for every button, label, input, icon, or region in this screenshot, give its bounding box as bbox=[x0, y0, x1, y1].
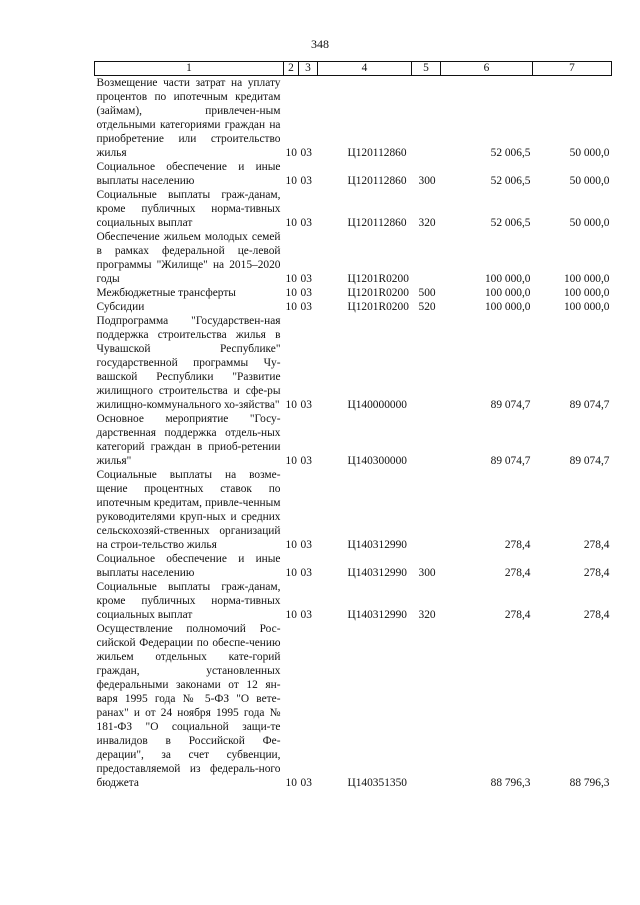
header-row bbox=[95, 62, 612, 76]
row-section: 10 bbox=[285, 175, 297, 187]
row-expense-type: 320 bbox=[418, 609, 436, 621]
table-row bbox=[95, 300, 612, 314]
row-amount-col7: 50 000,0 bbox=[569, 147, 610, 159]
row-subsection: 03 bbox=[300, 147, 312, 159]
table-header bbox=[95, 62, 612, 76]
row-target-code: Ц1201R0200 bbox=[347, 301, 409, 313]
column-header-1: 1 bbox=[95, 62, 284, 76]
table-body bbox=[95, 76, 612, 791]
column-header-4: 4 bbox=[318, 62, 412, 76]
row-target-code: Ц140312990 bbox=[347, 567, 407, 579]
row-subsection: 03 bbox=[300, 539, 312, 551]
row-target-code: Ц140312990 bbox=[347, 609, 407, 621]
table-row bbox=[95, 76, 612, 161]
column-header-3: 3 bbox=[299, 62, 318, 76]
row-section: 10 bbox=[285, 399, 297, 411]
table-row bbox=[95, 188, 612, 230]
row-name: Подпрограмма "Государствен-ная поддержка строительства жилья в Чувашской Республике" государственной программы Чу-вашской Республики "Развитие жилищного строительства и сфе-ры жилищно-коммунального хо-зяйства" bbox=[96, 315, 281, 411]
row-expense-type: 300 bbox=[418, 567, 436, 579]
row-expense-type bbox=[412, 314, 441, 412]
row-target-code: Ц1201R0200 bbox=[347, 273, 409, 285]
row-amount-col6: 100 000,0 bbox=[484, 287, 531, 299]
table-row bbox=[95, 468, 612, 552]
column-header-6: 6 bbox=[441, 62, 533, 76]
row-section: 10 bbox=[285, 609, 297, 621]
row-amount-col7: 89 074,7 bbox=[569, 399, 610, 411]
row-name: Субсидии bbox=[96, 301, 145, 313]
row-amount-col6: 89 074,7 bbox=[490, 455, 531, 467]
row-amount-col7: 278,4 bbox=[583, 567, 610, 579]
row-amount-col6: 278,4 bbox=[504, 609, 531, 621]
row-expense-type: 300 bbox=[418, 175, 436, 187]
row-amount-col7: 100 000,0 bbox=[563, 273, 610, 285]
row-section: 10 bbox=[285, 287, 297, 299]
row-subsection: 03 bbox=[300, 567, 312, 579]
table-row bbox=[95, 580, 612, 622]
row-expense-type bbox=[412, 230, 441, 286]
row-target-code: Ц140312990 bbox=[347, 539, 407, 551]
row-amount-col6: 100 000,0 bbox=[484, 301, 531, 313]
row-name: Социальное обеспечение и иные выплаты населению bbox=[96, 553, 281, 579]
row-subsection: 03 bbox=[300, 175, 312, 187]
table-row bbox=[95, 552, 612, 580]
table-row bbox=[95, 622, 612, 790]
row-amount-col6: 88 796,3 bbox=[490, 777, 531, 789]
column-header-2: 2 bbox=[284, 62, 299, 76]
row-section: 10 bbox=[285, 273, 297, 285]
row-amount-col6: 278,4 bbox=[504, 539, 531, 551]
column-header-5: 5 bbox=[412, 62, 441, 76]
row-expense-type bbox=[412, 76, 441, 161]
row-name: Осуществление полномочий Рос-сийской Федерации по обеспе-чению жильем отдельных кате-горий граждан, установленных федеральными законами от 12 ян-варя 1995 года № 5-ФЗ "О ветe-ранах" и от 24 ноября 1995 года № 181-ФЗ "О социальной защи-те инвалидов в Российской Фе-дерации", за счет субвенции, предоставляемой из федераль-ного бюджета bbox=[96, 623, 281, 789]
row-target-code: Ц140351350 bbox=[347, 777, 407, 789]
table-row bbox=[95, 160, 612, 188]
row-section: 10 bbox=[285, 455, 297, 467]
row-amount-col6: 278,4 bbox=[504, 567, 531, 579]
table-row bbox=[95, 412, 612, 468]
row-section: 10 bbox=[285, 217, 297, 229]
row-amount-col7: 50 000,0 bbox=[569, 217, 610, 229]
row-amount-col7: 88 796,3 bbox=[569, 777, 610, 789]
budget-table bbox=[94, 61, 612, 790]
row-name: Социальные выплаты граж-данам, кроме публичных норма-тивных социальных выплат bbox=[96, 189, 281, 229]
row-target-code: Ц120112860 bbox=[347, 147, 407, 159]
row-name: Социальное обеспечение и иные выплаты населению bbox=[96, 161, 281, 187]
page-number: 348 bbox=[311, 37, 329, 51]
row-subsection: 03 bbox=[300, 609, 312, 621]
row-expense-type bbox=[412, 468, 441, 552]
row-amount-col6: 52 006,5 bbox=[490, 217, 531, 229]
row-target-code: Ц120112860 bbox=[347, 217, 407, 229]
row-expense-type bbox=[412, 622, 441, 790]
row-amount-col6: 89 074,7 bbox=[490, 399, 531, 411]
row-expense-type: 320 bbox=[418, 217, 436, 229]
row-amount-col7: 100 000,0 bbox=[563, 301, 610, 313]
row-subsection: 03 bbox=[300, 287, 312, 299]
row-subsection: 03 bbox=[300, 301, 312, 313]
row-section: 10 bbox=[285, 539, 297, 551]
row-section: 10 bbox=[285, 147, 297, 159]
row-amount-col6: 52 006,5 bbox=[490, 175, 531, 187]
row-amount-col6: 52 006,5 bbox=[490, 147, 531, 159]
row-name: Основное мероприятие "Госу-дарственная поддержка отдель-ных категорий граждан в приоб-ретении жилья" bbox=[96, 413, 281, 467]
row-amount-col7: 89 074,7 bbox=[569, 455, 610, 467]
table-row bbox=[95, 230, 612, 286]
column-header-7: 7 bbox=[533, 62, 612, 76]
row-target-code: Ц140000000 bbox=[347, 399, 407, 411]
row-amount-col7: 50 000,0 bbox=[569, 175, 610, 187]
row-subsection: 03 bbox=[300, 273, 312, 285]
row-name: Социальные выплаты граж-данам, кроме публичных норма-тивных социальных выплат bbox=[96, 581, 281, 621]
row-expense-type bbox=[412, 412, 441, 468]
row-target-code: Ц1201R0200 bbox=[347, 287, 409, 299]
row-target-code: Ц120112860 bbox=[347, 175, 407, 187]
row-name: Обеспечение жильем молодых семей в рамках федеральной це-левой программы "Жилище" на 2015–2020 годы bbox=[96, 231, 281, 285]
row-section: 10 bbox=[285, 567, 297, 579]
row-amount-col7: 100 000,0 bbox=[563, 287, 610, 299]
row-subsection: 03 bbox=[300, 455, 312, 467]
table-row bbox=[95, 314, 612, 412]
row-subsection: 03 bbox=[300, 399, 312, 411]
row-amount-col7: 278,4 bbox=[583, 539, 610, 551]
row-name: Возмещение части затрат на уплату процентов по ипотечным кредитам (займам), привлечен-ным отдельными категориями граждан на приобретение или строительство жилья bbox=[96, 77, 281, 159]
row-expense-type: 500 bbox=[418, 287, 436, 299]
row-amount-col7: 278,4 bbox=[583, 609, 610, 621]
row-name: Межбюджетные трансферты bbox=[96, 287, 236, 299]
row-section: 10 bbox=[285, 301, 297, 313]
row-name: Социальные выплаты на возме-щение процентных ставок по ипотечным кредитам, привле-ченным руководителями круп-ных и средних сельскохозяй-ственных организаций на строи-тельство жилья bbox=[96, 469, 281, 551]
row-section: 10 bbox=[285, 777, 297, 789]
row-target-code: Ц140300000 bbox=[347, 455, 407, 467]
row-expense-type: 520 bbox=[418, 301, 436, 313]
row-subsection: 03 bbox=[300, 217, 312, 229]
row-amount-col6: 100 000,0 bbox=[484, 273, 531, 285]
row-subsection: 03 bbox=[300, 777, 312, 789]
table-row bbox=[95, 286, 612, 300]
